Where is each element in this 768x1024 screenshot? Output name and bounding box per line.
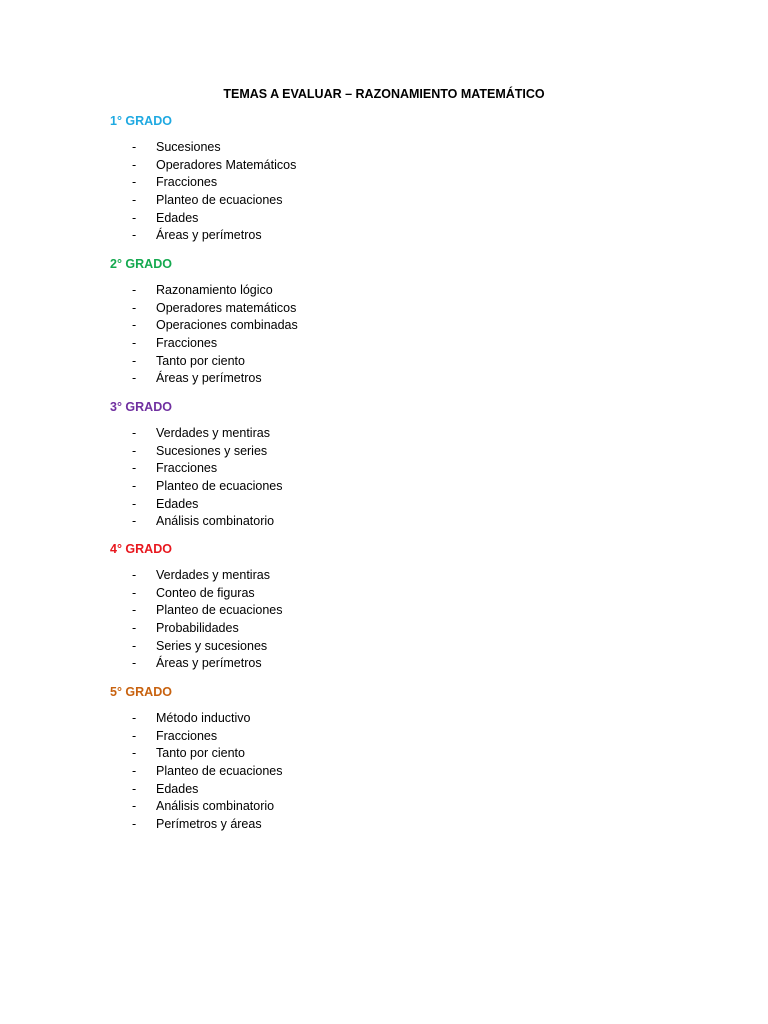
topic-text: Fracciones: [156, 336, 218, 351]
bullet-dash: -: [132, 461, 137, 476]
topic-text: Planteo de ecuaciones: [156, 193, 283, 208]
bullet-dash: -: [132, 175, 137, 190]
topic-text: Sucesiones: [156, 140, 221, 154]
topic-text: Análisis combinatorio: [156, 799, 275, 814]
bullet-dash: -: [132, 781, 137, 796]
topic-text: Operadores Matemáticos: [156, 157, 297, 172]
topic-text: Edades: [156, 210, 199, 225]
bullet-dash: -: [132, 353, 137, 368]
bullet-dash: -: [132, 711, 137, 725]
grade-heading: 5° GRADO: [110, 685, 172, 699]
topic-text: Fracciones: [156, 728, 218, 743]
bullet-dash: -: [132, 210, 137, 225]
topic-text: Edades: [156, 496, 199, 511]
topic-text: Planteo de ecuaciones: [156, 764, 283, 779]
topic-text: Verdades y mentiras: [156, 426, 270, 440]
topic-text: Fracciones: [156, 461, 218, 476]
topic-text: Áreas y perímetros: [156, 656, 262, 671]
grade-heading: 3° GRADO: [110, 400, 172, 414]
bullet-dash: -: [132, 283, 137, 297]
bullet-dash: -: [132, 568, 137, 582]
grade-heading: 1° GRADO: [110, 114, 172, 128]
topic-text: Tanto por ciento: [156, 746, 245, 761]
bullet-dash: -: [132, 318, 137, 333]
topic-text: Áreas y perímetros: [156, 228, 262, 243]
bullet-dash: -: [132, 228, 137, 243]
bullet-dash: -: [132, 728, 137, 743]
topic-text: Conteo de figuras: [156, 585, 255, 600]
topic-text: Probabilidades: [156, 621, 239, 636]
bullet-dash: -: [132, 817, 137, 832]
topic-text: Operaciones combinadas: [156, 318, 298, 333]
document-title: TEMAS A EVALUAR – RAZONAMIENTO MATEMÁTICO: [223, 87, 545, 101]
bullet-dash: -: [132, 443, 137, 458]
bullet-dash: -: [132, 426, 137, 440]
bullet-dash: -: [132, 140, 137, 154]
bullet-dash: -: [132, 603, 137, 618]
topic-text: Fracciones: [156, 175, 218, 190]
bullet-dash: -: [132, 479, 137, 494]
topic-text: Razonamiento lógico: [156, 283, 273, 297]
bullet-dash: -: [132, 371, 137, 386]
bullet-dash: -: [132, 514, 137, 529]
topic-text: Planteo de ecuaciones: [156, 603, 283, 618]
topic-text: Áreas y perímetros: [156, 371, 262, 386]
bullet-dash: -: [132, 193, 137, 208]
topic-text: Operadores matemáticos: [156, 300, 297, 315]
bullet-dash: -: [132, 336, 137, 351]
topic-text: Perímetros y áreas: [156, 817, 262, 832]
topic-text: Método inductivo: [156, 711, 251, 725]
topic-text: Sucesiones y series: [156, 443, 268, 458]
bullet-dash: -: [132, 621, 137, 636]
topic-text: Planteo de ecuaciones: [156, 479, 283, 494]
bullet-dash: -: [132, 656, 137, 671]
bullet-dash: -: [132, 764, 137, 779]
bullet-dash: -: [132, 496, 137, 511]
grade-heading: 4° GRADO: [110, 542, 172, 556]
bullet-dash: -: [132, 157, 137, 172]
topic-text: Verdades y mentiras: [156, 568, 270, 582]
bullet-dash: -: [132, 746, 137, 761]
topic-text: Análisis combinatorio: [156, 514, 275, 529]
grade-heading: 2° GRADO: [110, 257, 172, 271]
bullet-dash: -: [132, 585, 137, 600]
topic-text: Tanto por ciento: [156, 353, 245, 368]
topic-text: Series y sucesiones: [156, 638, 268, 653]
bullet-dash: -: [132, 799, 137, 814]
topic-text: Edades: [156, 781, 199, 796]
bullet-dash: -: [132, 638, 137, 653]
bullet-dash: -: [132, 300, 137, 315]
